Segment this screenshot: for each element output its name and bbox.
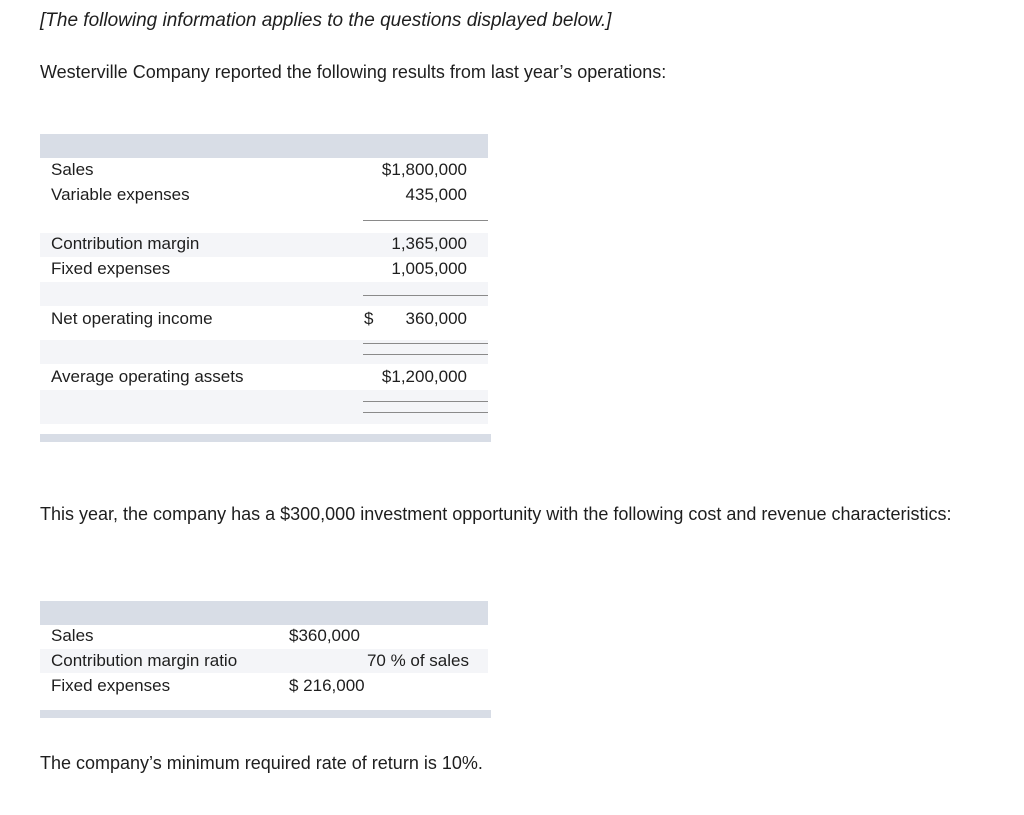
intro-note: [The following information applies to the questions displayed below.]	[40, 10, 612, 31]
table-row-value: 70 % of sales	[366, 651, 469, 670]
table-header-band	[40, 134, 488, 158]
subtotal-rule	[363, 220, 488, 221]
total-double-rule-top	[363, 401, 488, 402]
table-row-label: Fixed expenses	[51, 259, 171, 278]
total-double-rule-top	[363, 343, 488, 344]
table-footer-band	[40, 710, 491, 718]
table-footer-band	[40, 434, 491, 442]
opportunity-paragraph: This year, the company has a $300,000 investment opportunity with the following cost and revenue characteristics:	[40, 504, 952, 524]
table-row-label: Fixed expenses	[51, 676, 171, 695]
total-double-rule-bottom	[363, 412, 488, 413]
lead-sentence: Westerville Company reported the following results from last year’s operations:	[40, 62, 667, 82]
table-row-label: Contribution margin ratio	[51, 651, 238, 670]
table-row-label: Contribution margin	[51, 234, 200, 253]
table-row-label: Sales	[51, 160, 94, 179]
table-row-value: $1,800,000	[381, 160, 467, 179]
table-row-label: Variable expenses	[51, 185, 190, 204]
table-row-value: 1,005,000	[391, 259, 467, 278]
table-row-value: $1,200,000	[381, 367, 467, 386]
total-double-rule-bottom	[363, 354, 488, 355]
table-row-value: 360,000	[405, 309, 467, 328]
subtotal-rule	[363, 295, 488, 296]
table-row-value: $360,000	[289, 626, 360, 645]
currency-sign: $	[364, 309, 374, 328]
table-row-value: 1,365,000	[391, 234, 467, 253]
table-row-value: 435,000	[405, 185, 467, 204]
table-row-value: $ 216,000	[289, 676, 365, 695]
row-shade	[40, 390, 488, 424]
table-header-band	[40, 601, 488, 625]
table-row-label: Net operating income	[51, 309, 213, 328]
row-shade	[40, 282, 488, 306]
closing-sentence: The company’s minimum required rate of return is 10%.	[40, 753, 483, 773]
table-row-label: Average operating assets	[51, 367, 244, 386]
table-row-label: Sales	[51, 626, 94, 645]
